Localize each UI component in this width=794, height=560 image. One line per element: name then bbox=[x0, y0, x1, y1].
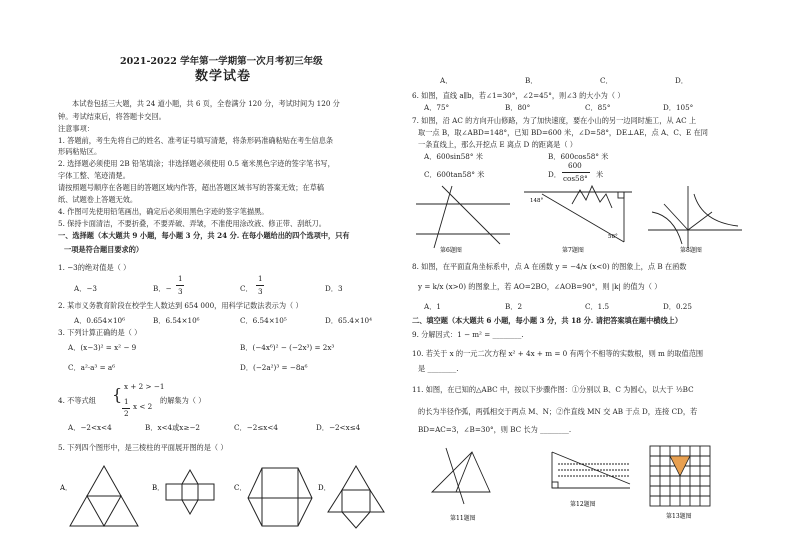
option-d: D．(−2a²)³ = −8a⁶ bbox=[240, 363, 308, 372]
question-stem: 5. 下列四个图形中，是三棱柱的平面展开图的是（ ） bbox=[58, 443, 228, 452]
fig6-parallel-lines-icon bbox=[416, 186, 510, 248]
question-stem: 9. 分解因式：1 − m² = ________. bbox=[412, 330, 524, 339]
figure-caption: 第12题图 bbox=[570, 501, 596, 508]
question-stem: 取一点 B，取∠ABD=148°，已知 BD=600 米，∠D=58°，DE⊥AE，点 A、C、E 在同 bbox=[418, 128, 708, 137]
brace-icon: { bbox=[112, 385, 123, 404]
intro-line: 字体工整、笔迹清楚。 bbox=[58, 171, 130, 180]
fraction-bar bbox=[256, 285, 264, 286]
option-b: B．80° bbox=[505, 103, 531, 112]
question-stem: 3. 下列计算正确的是（ ） bbox=[58, 328, 142, 337]
question-stem: BD=AC=3，∠B=30°，则 BC 长为 ________. bbox=[418, 425, 572, 434]
option-c: C． bbox=[240, 284, 253, 293]
option-b: B．x<4或x≥−2 bbox=[145, 423, 200, 432]
intro-line: 4. 作图可先使用铅笔画出，确定后必须用黑色字迹的签字笔描黑。 bbox=[58, 207, 269, 216]
net-d-icon bbox=[328, 466, 384, 528]
q5-net-figures bbox=[60, 460, 390, 530]
question-stem: 8. 如图，在平面直角坐标系中，点 A 在函数 y = −4/x (x<0) 的图象上，点 B 在函数 bbox=[412, 262, 687, 271]
option-d: D． bbox=[548, 170, 561, 179]
section-heading: 一、选择题（本大题共 9 小题，每小题 3 分，共 24 分. 在每小题给出的四个选项中，只有 bbox=[58, 231, 350, 240]
angle-label: 58° bbox=[608, 234, 618, 240]
option-b: B．(−4x⁶)² − (−2x³) = 2x³ bbox=[240, 343, 335, 352]
question-stem: 7. 如图，沿 AC 的方向开山修路，为了加快速度，要在小山的另一边同时施工，从 AC 上 bbox=[412, 116, 697, 125]
option-d: D．3 bbox=[325, 284, 343, 293]
figure-caption: 第8题图 bbox=[680, 247, 702, 254]
intro-line: 1. 答题前，考生先将自己的姓名、准考证号填写清楚，将条形码准确粘贴在考生信息条 bbox=[58, 136, 334, 145]
fraction-denominator: 2 bbox=[124, 409, 129, 418]
option-a: A． bbox=[60, 484, 73, 492]
intro-line: 本试卷包括三大题，共 24 道小题，共 6 页，全卷满分 120 分，考试时间为 120 分 bbox=[72, 99, 340, 108]
figure-caption: 第6题图 bbox=[440, 247, 462, 254]
exam-title: 2021-2022 学年第一学期第一次月考初三年级 bbox=[120, 56, 323, 67]
net-c-icon bbox=[248, 468, 312, 526]
option-a: A．0.654×10⁶ bbox=[74, 316, 126, 325]
option-b: B．600cos58° 米 bbox=[548, 152, 609, 161]
question-stem: 4. 不等式组 bbox=[58, 396, 96, 405]
intro-line: 纸、试题卷上答题无效。 bbox=[58, 195, 138, 204]
option-c: C． bbox=[234, 484, 247, 492]
fig11-triangle-icon bbox=[432, 448, 490, 504]
option-a: A．1 bbox=[424, 302, 441, 311]
fraction-denominator: 3 bbox=[258, 287, 263, 296]
question-stem: 10. 若关于 x 的一元二次方程 x² + 4x + m = 0 有两个不相等的实数根，则 m 的取值范围 bbox=[412, 349, 704, 358]
q11-q13-figures bbox=[420, 444, 740, 524]
option-d: D．65.4×10⁴ bbox=[325, 316, 373, 325]
option-c: C．1.5 bbox=[585, 302, 610, 311]
angle-label: 148° bbox=[530, 198, 544, 204]
fraction-bar bbox=[176, 285, 184, 286]
fig12-staircase-icon bbox=[552, 452, 630, 488]
question-stem: 是 ________. bbox=[418, 364, 459, 373]
question-stem: 1. −3的绝对值是（ ） bbox=[58, 263, 131, 272]
fraction-denominator: cos58° bbox=[563, 174, 588, 183]
option-a: A．−2<x<4 bbox=[68, 423, 112, 432]
system-row-2: x < 2 bbox=[133, 402, 153, 411]
figure-caption: 第11题图 bbox=[450, 515, 476, 522]
figure-caption: 第13题图 bbox=[666, 513, 692, 520]
option-c: C．−2≤x<4 bbox=[234, 423, 278, 432]
intro-line: 形码粘贴区。 bbox=[58, 147, 102, 156]
section-heading: 二、填空题（本大题共 6 小题，每小题 3 分，共 18 分. 请把答案填在题中横线上） bbox=[412, 316, 683, 325]
question-stem: 一条直线上，那么开挖点 E 离点 D 的距离是（ ） bbox=[418, 140, 577, 149]
fraction-bar bbox=[562, 172, 590, 173]
option-c: C． bbox=[600, 76, 613, 85]
option-b: B．− bbox=[153, 284, 172, 293]
question-stem: 6. 如图，直线 a∥b，若∠1=30°，∠2=45°，则∠3 的大小为（ ） bbox=[412, 91, 625, 100]
fraction-numerator: 600 bbox=[568, 161, 582, 170]
q6-q8-figures bbox=[412, 182, 752, 254]
option-a: A． bbox=[440, 76, 453, 85]
option-c: C．6.54×10⁵ bbox=[240, 316, 287, 325]
option-b: B． bbox=[152, 484, 165, 492]
question-stem: y = k/x (x>0) 的图象上，若 AO=2BO，∠AOB=90°，则 |k| 的值为（ ） bbox=[418, 282, 662, 291]
option-d: D．105° bbox=[663, 103, 694, 112]
option-a: A．600sin58° 米 bbox=[424, 152, 483, 161]
option-c: C．600tan58° 米 bbox=[424, 170, 485, 179]
question-stem: 2. 某市义务教育阶段在校学生人数达到 654 000，用科学记数法表示为（ ） bbox=[58, 301, 303, 310]
option-c: C．85° bbox=[585, 103, 611, 112]
option-a: A．(x−3)² = x² − 9 bbox=[68, 343, 137, 352]
exam-subtitle: 数学试卷 bbox=[195, 69, 252, 84]
unit-label: 米 bbox=[596, 170, 604, 179]
option-c: C．a²·a³ = a⁶ bbox=[68, 363, 116, 372]
intro-line: 2. 选择题必须使用 2B 铅笔填涂；非选择题必须使用 0.5 毫米黑色字迹的签字笔书写， bbox=[58, 159, 335, 168]
fig8-coordinate-icon bbox=[648, 186, 742, 248]
option-a: A．75° bbox=[424, 103, 450, 112]
fraction-denominator: 3 bbox=[178, 287, 183, 296]
figure-caption: 第7题图 bbox=[562, 247, 584, 254]
option-d: D．−2<x≤4 bbox=[316, 423, 361, 432]
question-stem-suffix: 的解集为（ ） bbox=[160, 396, 206, 405]
fraction-numerator: 1 bbox=[258, 274, 263, 283]
intro-line: 5. 保持卡面清洁，不要折叠，不要弄破、弄皱，不准使用涂改液、修正带、刮纸刀。 bbox=[58, 219, 326, 228]
option-b: B．2 bbox=[505, 302, 523, 311]
section-heading: 一项是符合题目要求的） bbox=[64, 245, 144, 254]
intro-line: 钟。考试结束后，将答题卡交回。 bbox=[58, 112, 166, 121]
option-d: D． bbox=[318, 484, 331, 492]
intro-line: 注意事项： bbox=[58, 124, 94, 133]
option-b: B．6.54×10⁶ bbox=[153, 316, 200, 325]
net-a-icon bbox=[70, 466, 138, 526]
system-row-1: x + 2 > −1 bbox=[124, 382, 165, 391]
question-stem: 11. 如图，在已知的△ABC 中，按以下步骤作图：①分别以 B、C 为圆心，以大于 ½BC bbox=[412, 385, 694, 394]
fraction-numerator: 1 bbox=[178, 274, 183, 283]
question-stem: 的长为半径作弧，两弧相交于两点 M、N；②作直线 MN 交 AB 于点 D，连接 CD，若 bbox=[418, 407, 698, 416]
option-d: D．0.25 bbox=[663, 302, 692, 311]
intro-line: 请按照题号顺序在各题目的答题区域内作答，超出答题区域书写的答案无效；在草稿 bbox=[58, 183, 324, 192]
fraction-numerator: 1 bbox=[124, 397, 129, 406]
option-d: D． bbox=[675, 76, 688, 85]
option-a: A．−3 bbox=[74, 284, 97, 293]
net-b-icon bbox=[166, 470, 214, 514]
option-b: B． bbox=[525, 76, 538, 85]
